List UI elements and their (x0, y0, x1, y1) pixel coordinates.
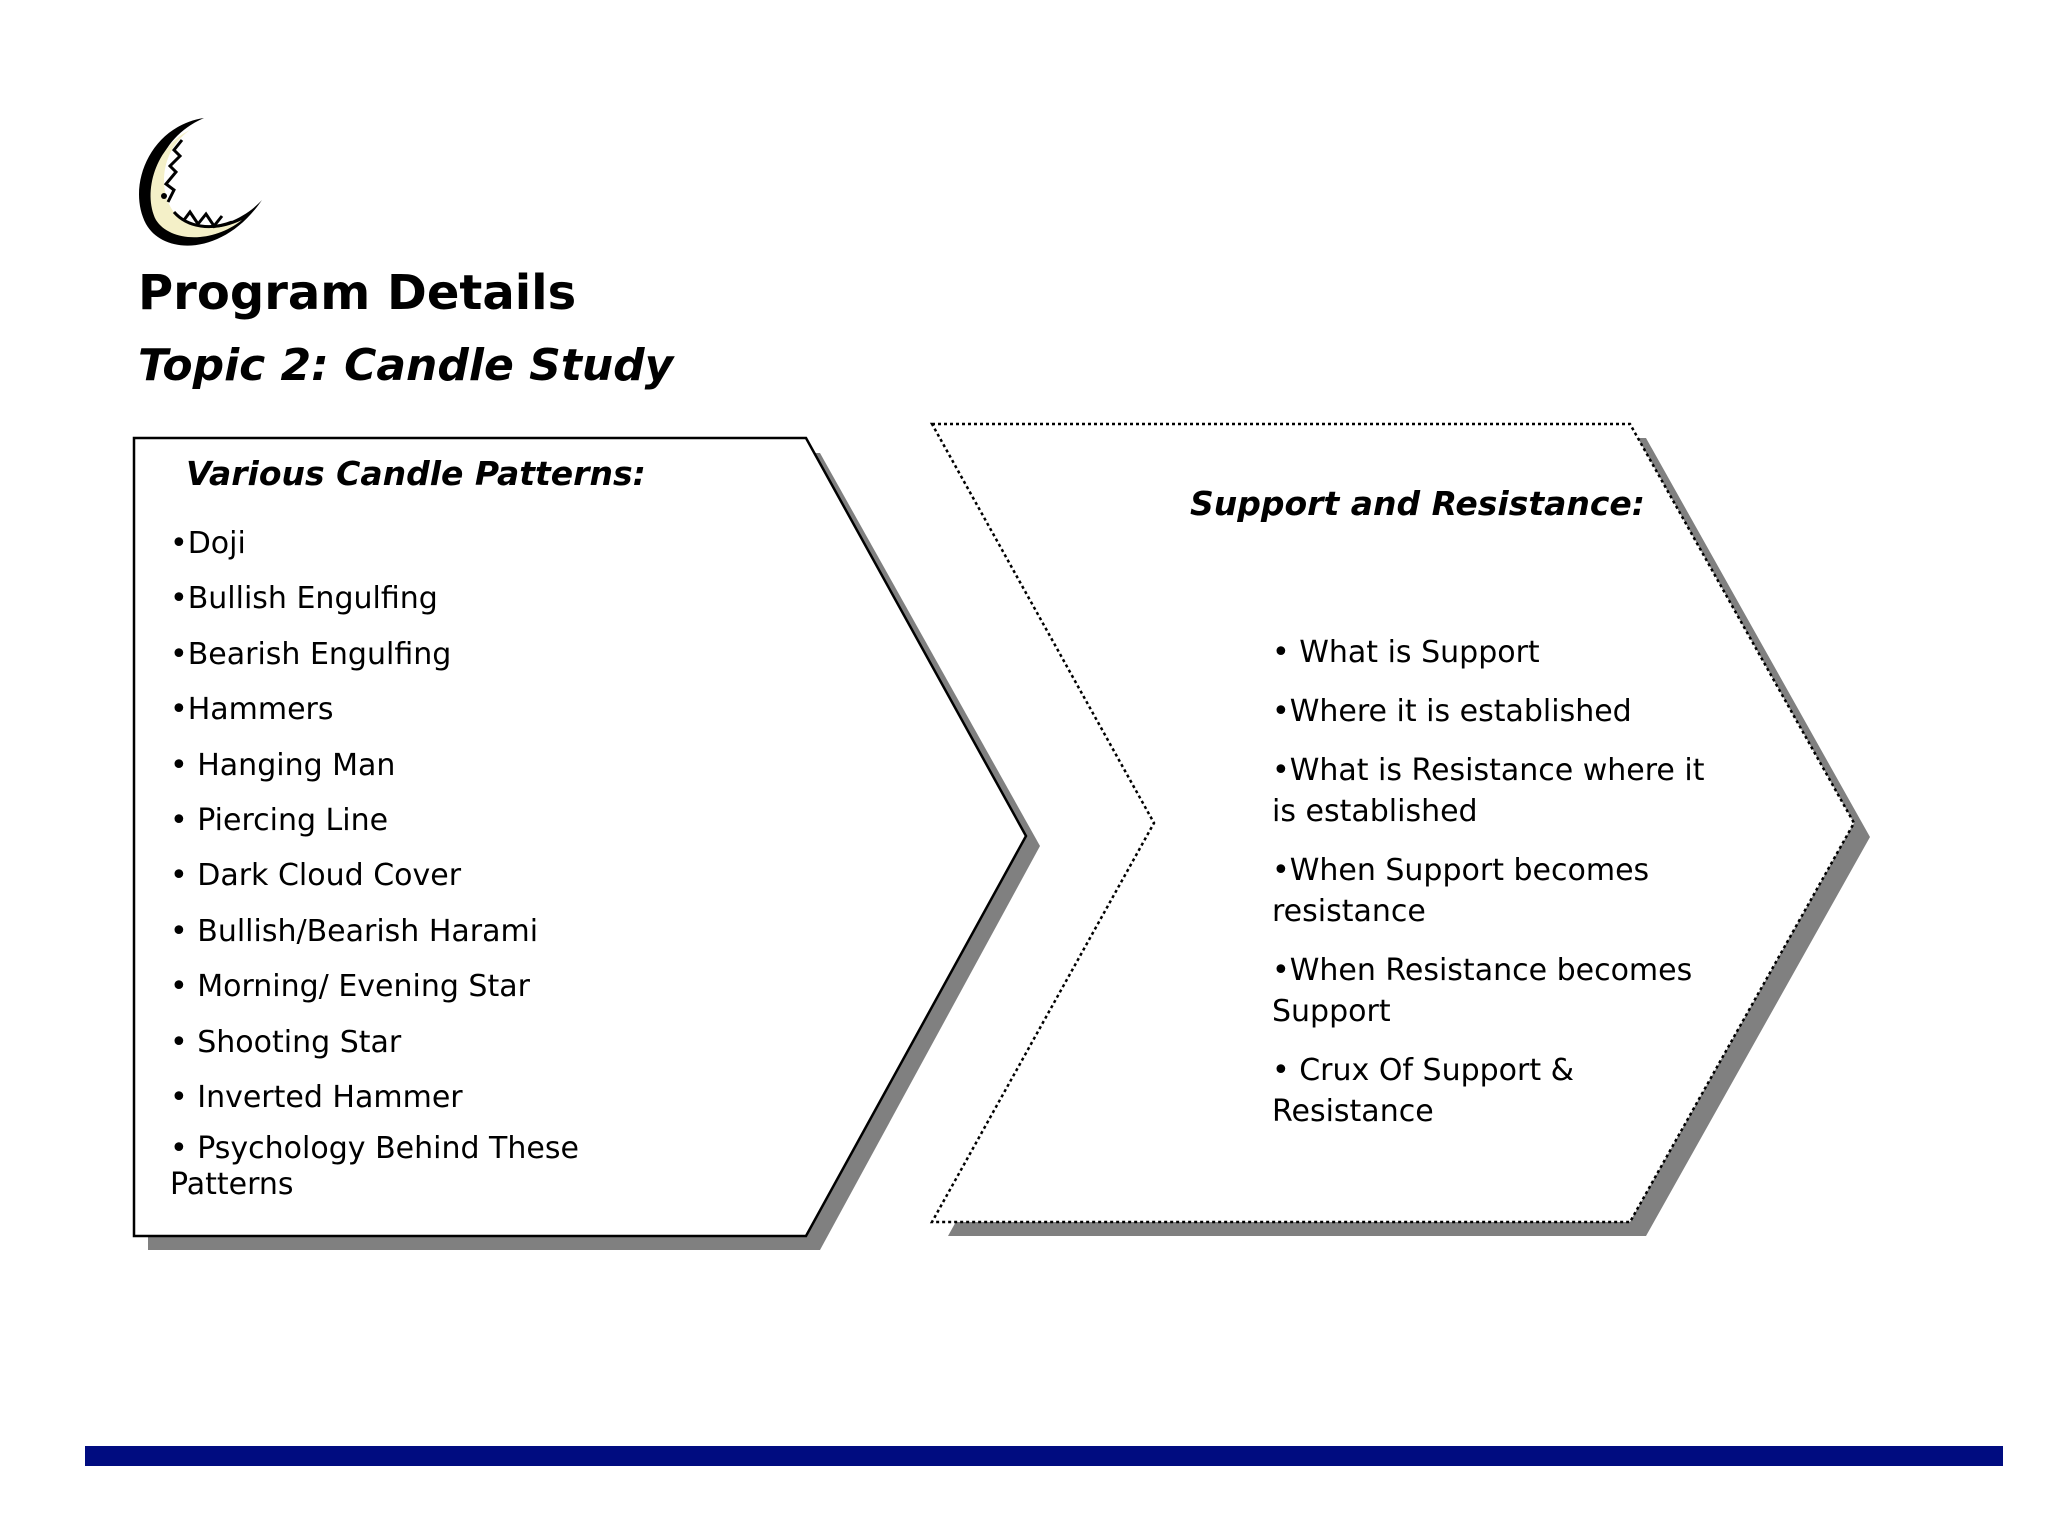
candle-patterns-heading: Various Candle Patterns: (186, 454, 646, 493)
list-item: • Bullish/Bearish Harami (170, 913, 539, 949)
support-resistance-list (1272, 632, 1732, 1150)
list-item: • Shooting Star (170, 1024, 402, 1060)
list-item: •When Resistance becomes Support (1272, 953, 1693, 1029)
list-item: •When Support becomes resistance (1272, 853, 1650, 929)
list-item: • Piercing Line (170, 802, 389, 838)
list-item: •Where it is established (1272, 694, 1632, 729)
page-title: Program Details (138, 265, 577, 321)
page-subtitle: Topic 2: Candle Study (138, 340, 674, 391)
list-item: •Bullish Engulfing (170, 581, 438, 617)
list-item: • Hanging Man (170, 747, 396, 783)
list-item: • Morning/ Evening Star (170, 969, 530, 1005)
list-item: •Doji (170, 526, 246, 561)
list-item: •What is Resistance where it is established (1272, 753, 1705, 829)
candle-patterns-list (170, 522, 690, 1203)
list-item: • Inverted Hammer (170, 1079, 463, 1115)
list-item: • Psychology Behind These Patterns (170, 1131, 579, 1203)
list-item: • Dark Cloud Cover (170, 858, 462, 894)
list-item: • Crux Of Support & Resistance (1272, 1053, 1575, 1129)
footer-bar (85, 1446, 2003, 1466)
support-resistance-heading: Support and Resistance: (1190, 484, 1646, 523)
list-item: •Bearish Engulfing (170, 636, 452, 672)
list-item: • What is Support (1272, 635, 1540, 670)
list-item: •Hammers (170, 692, 334, 728)
